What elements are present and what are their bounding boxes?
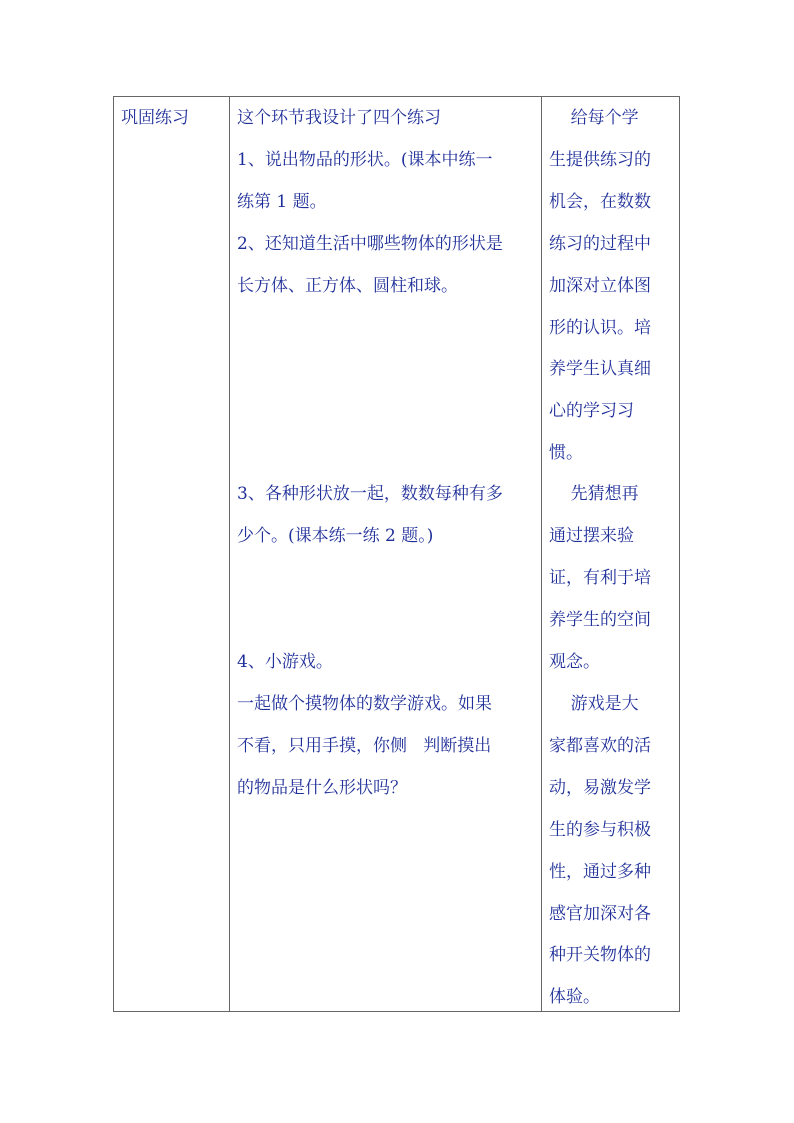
- content-line: 1、说出物品的形状。(课本中练一: [237, 150, 493, 170]
- purpose-line: 体验。: [549, 987, 600, 1007]
- section-label: 巩固练习: [121, 108, 189, 128]
- purpose-line: 加深对立体图: [549, 276, 651, 296]
- lesson-table: [113, 96, 680, 1012]
- purpose-line: 给每个学: [549, 108, 639, 128]
- purpose-line: 机会，在数数: [549, 192, 651, 212]
- purpose-line: 种开关物体的: [549, 945, 651, 965]
- purpose-line: 动，易激发学: [549, 778, 651, 798]
- purpose-line: 证，有利于培: [549, 568, 651, 588]
- content-line: 的物品是什么形状吗？: [237, 778, 407, 798]
- content-line: 4、小游戏。: [237, 652, 333, 672]
- purpose-line: 惯。: [549, 443, 583, 463]
- purpose-line: 性，通过多种: [549, 862, 651, 882]
- purpose-line: 生提供练习的: [549, 150, 651, 170]
- purpose-line: 生的参与积极: [549, 820, 651, 840]
- content-line: 一起做个摸物体的数学游戏。如果: [237, 694, 492, 714]
- purpose-line: 观念。: [549, 652, 600, 672]
- purpose-line: 通过摆来验: [549, 526, 634, 546]
- content-line: 这个环节我设计了四个练习: [237, 108, 441, 128]
- content-line: 3、各种形状放一起，数数每种有多: [237, 484, 503, 504]
- purpose-line: 练习的过程中: [549, 234, 651, 254]
- purpose-line: 游戏是大: [549, 694, 639, 714]
- content-line: 长方体、正方体、圆柱和球。: [237, 276, 458, 296]
- purpose-line: 形的认识。培: [549, 318, 651, 338]
- content-line: 练第 1 题。: [237, 192, 327, 212]
- purpose-line: 养学生的空间: [549, 610, 651, 630]
- purpose-line: 家都喜欢的活: [549, 736, 651, 756]
- purpose-line: 心的学习习: [549, 401, 634, 421]
- column-divider: [229, 97, 230, 1011]
- purpose-line: 感官加深对各: [549, 904, 651, 924]
- purpose-line: 养学生认真细: [549, 359, 651, 379]
- content-line: 不看，只用手摸，你侧 判断摸出: [237, 736, 492, 756]
- content-line: 2、还知道生活中哪些物体的形状是: [237, 234, 503, 254]
- purpose-line: 先猜想再: [549, 484, 639, 504]
- content-line: 少个。(课本练一练 2 题。): [237, 526, 434, 546]
- column-divider: [541, 97, 542, 1011]
